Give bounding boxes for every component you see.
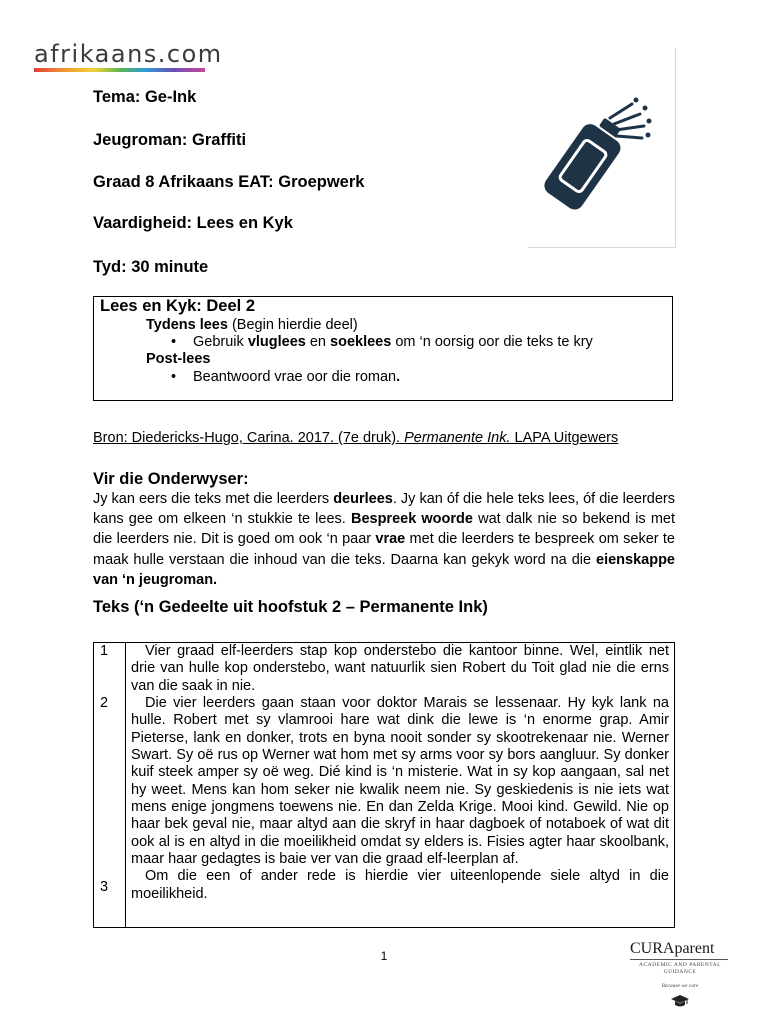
- bullet-item-1: • Gebruik vluglees en soeklees om ‘n oorsig oor die teks te kry: [193, 334, 593, 350]
- graad-line: Graad 8 Afrikaans EAT: Groepwerk: [93, 173, 365, 191]
- page-number: 1: [380, 949, 388, 963]
- tydens-lees-note: (Begin hierdie deel): [227, 317, 358, 333]
- excerpt-paragraph: Die vier leerders gaan staan voor doktor Marais se lessenaar. Hy kyk lank na hulle. Robert met sy vlamrooi hare wat dink die lewe is ‘n enorme grap. Amir Pieterse, lank en donker, trots en byna nooit sonder sy skootrekenaar nie. Werner Swart. Sy oë rus op Werner wat hom met sy arms voor sy bors aangluur. Sy donker kuif steek amper sy oë weg. Dié kind is ‘n misterie. Wat in sy kop aangaan, sal net hy weet. Mens kan hom seker nie kwalik neem nie. Sy geskiedenis is nie iets wat mens enige jongmens toewens nie. En dan Zelda Krige. Mooi kind. Gewild. Nie op haar bek geval nie, maar altyd aan die skryf in haar dagboek of notaboek of wat dit ook al is en altyd in die moeilikheid omdat sy elders is. Fisies agter haar skoolbank, maar haar gedagtes is baie ver van die graad elf-leerplan af.: [131, 695, 669, 868]
- excerpt-paragraph: Vier graad elf-leerders stap kop onderstebo die kantoor binne. Wel, eintlik net drie van hulle kop onderstebo, want natuurlik sien Robert du Toit glad nie die erns van die saak in nie.: [131, 643, 669, 694]
- box-title: Lees en Kyk: Deel 2: [100, 297, 255, 315]
- afrikaans-logo: afrikaans.com: [34, 40, 223, 68]
- logo-color-stripe: [34, 68, 205, 72]
- table-column-divider: [125, 643, 126, 927]
- curaparent-subtitle: ACADEMIC AND PARENTAL GUIDANCE: [639, 962, 721, 975]
- teacher-paragraph: Jy kan eers die teks met die leerders deurlees. Jy kan óf die hele teks lees, óf die leerders kans gee om elkeen ‘n stukkie te lees. Bespreek woorde wat dalk nie so bekend is met die leerders nie. Dit is goed om ook ‘n paar vrae met die leerders te bespreek om seker te maak hulle verstaan die inhoud van die teks. Daarna kan gekyk word na die eienskappe van ‘n jeugroman.: [93, 491, 675, 588]
- teks-heading: Teks (‘n Gedeelte uit hoofstuk 2 – Permanente Ink): [93, 598, 488, 616]
- excerpt-text: [131, 643, 669, 903]
- tydens-lees-label: Tydens lees: [146, 317, 228, 333]
- curaparent-logo: CURAparent: [630, 940, 715, 957]
- teacher-heading: Vir die Onderwyser:: [93, 470, 249, 488]
- lees-en-kyk-box: [93, 296, 673, 401]
- bullet-item-2: • Beantwoord vrae oor die roman.: [193, 369, 400, 385]
- icon-frame: [528, 48, 676, 248]
- text-table: [93, 642, 675, 928]
- curaparent-divider: [630, 959, 728, 960]
- spray-paint-can-icon: [528, 48, 675, 247]
- post-lees-label: Post-lees: [146, 351, 211, 367]
- source-citation: Bron: Diedericks-Hugo, Carina. 2017. (7e druk). Permanente Ink. LAPA Uitgewers: [93, 430, 619, 446]
- graduation-cap-icon: [670, 994, 690, 1008]
- tydens-lees-line: [146, 317, 358, 333]
- line-number: 3: [100, 879, 109, 895]
- tyd-line: Tyd: 30 minute: [93, 258, 209, 276]
- tema-line: Tema: Ge-Ink: [93, 88, 197, 106]
- curaparent-tagline: Because we care: [661, 983, 699, 989]
- jeugroman-line: Jeugroman: Graffiti: [93, 131, 247, 149]
- excerpt-paragraph: Om die een of ander rede is hierdie vier uiteenlopende siele altyd in die moeilikheid.: [131, 868, 669, 902]
- line-number: 1: [100, 643, 109, 659]
- vaardigheid-line: Vaardigheid: Lees en Kyk: [93, 214, 293, 232]
- line-number: 2: [100, 695, 109, 711]
